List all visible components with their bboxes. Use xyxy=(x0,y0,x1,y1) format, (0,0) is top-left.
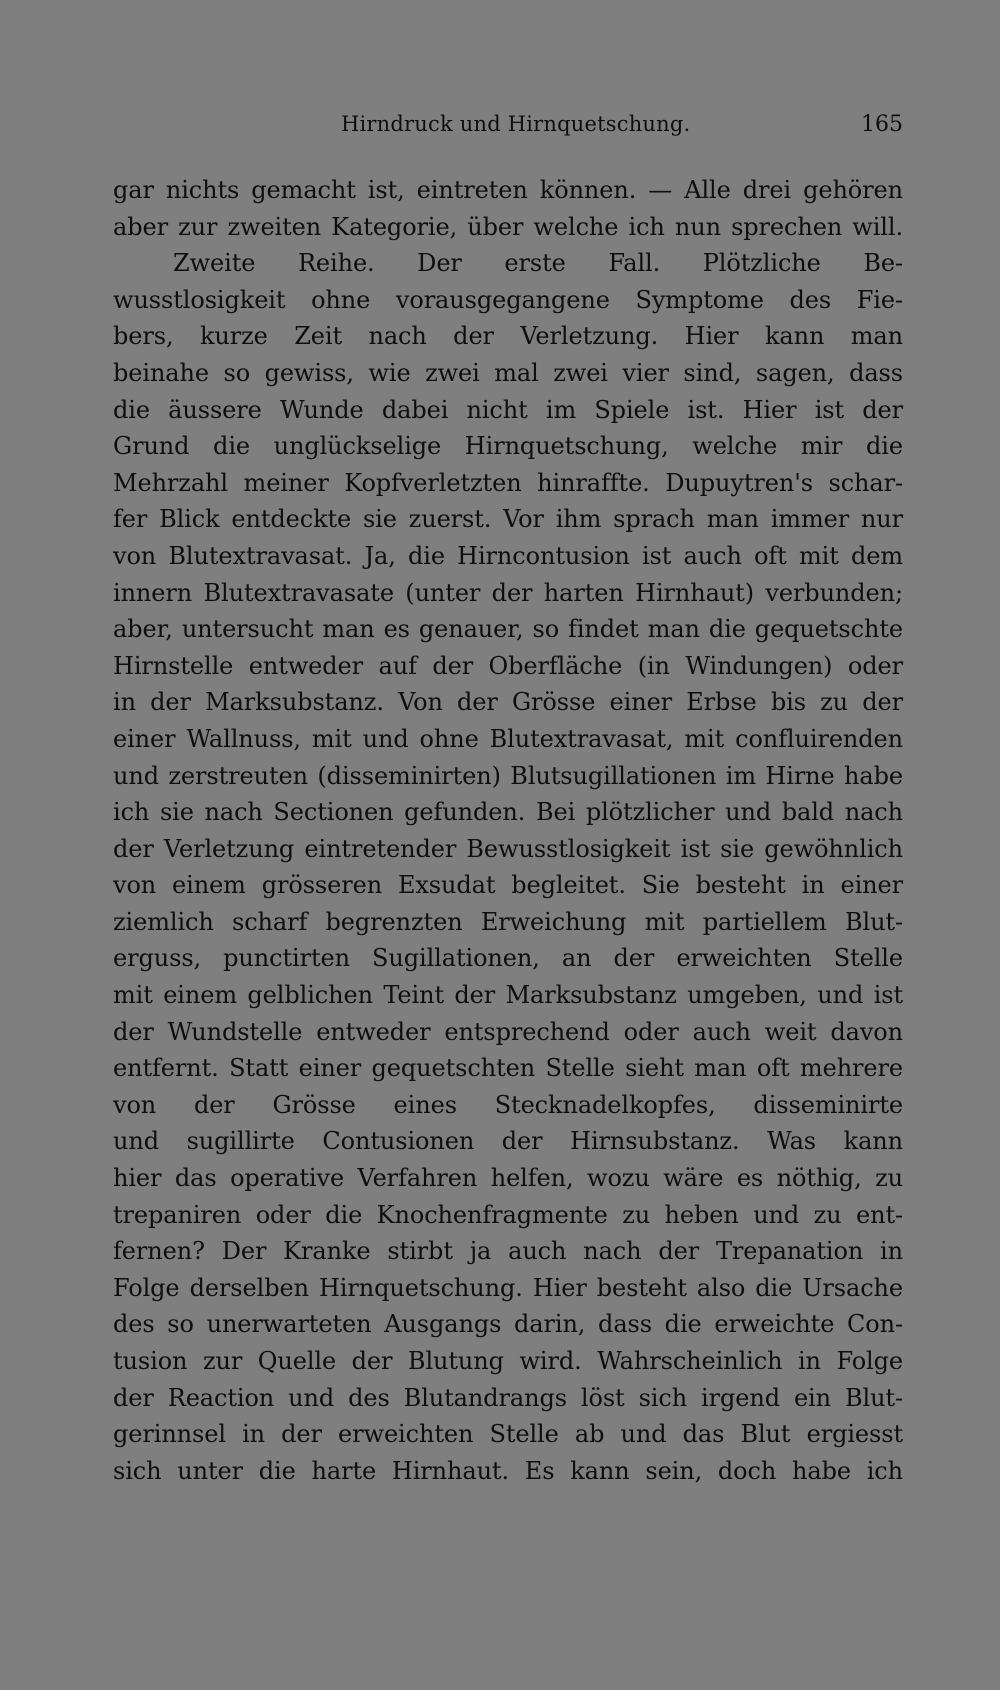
text-line: Grund die unglückselige Hirnquetschung, welche mir die xyxy=(113,432,903,461)
text-line: gerinnsel in der erweichten Stelle ab und das Blut ergiesst xyxy=(113,1420,903,1449)
text-line: Mehrzahl meiner Kopfverletzten hinraffte. Dupuytren's schar- xyxy=(113,468,903,497)
text-line: und sugillirte Contusionen der Hirnsubstanz. Was kann xyxy=(113,1127,903,1156)
text-line: fernen? Der Kranke stirbt ja auch nach der Trepanation in xyxy=(113,1237,903,1266)
text-line: von einem grösseren Exsudat begleitet. Sie besteht in einer xyxy=(113,871,903,900)
text-line: erguss, punctirten Sugillationen, an der erweichten Stelle xyxy=(113,944,903,973)
text-line: bers, kurze Zeit nach der Verletzung. Hier kann man xyxy=(113,322,903,351)
text-line: innern Blutextravasate (unter der harten Hirnhaut) verbunden; xyxy=(113,578,903,607)
text-line: und zerstreuten (disseminirten) Blutsugillationen im Hirne habe xyxy=(113,761,903,790)
text-line: tusion zur Quelle der Blutung wird. Wahrscheinlich in Folge xyxy=(113,1347,903,1375)
page-number: 165 xyxy=(861,112,903,137)
text-line: entfernt. Statt einer gequetschten Stelle sieht man oft mehrere xyxy=(113,1054,903,1083)
text-line: Hirnstelle entweder auf der Oberfläche (in Windungen) oder xyxy=(113,651,903,680)
text-line: der Wundstelle entweder entsprechend oder auch weit davon xyxy=(113,1017,903,1046)
text-line: trepaniren oder die Knochenfragmente zu heben und zu ent- xyxy=(113,1200,903,1229)
text-line: die äussere Wunde dabei nicht im Spiele ist. Hier ist der xyxy=(113,395,903,424)
text-line: einer Wallnuss, mit und ohne Blutextravasat, mit confluirenden xyxy=(113,724,903,753)
text-line: wusstlosigkeit ohne vorausgegangene Symptome des Fie- xyxy=(113,285,903,314)
text-line: der Verletzung eintretender Bewusstlosigkeit ist sie gewöhnlich xyxy=(113,834,903,863)
text-line: des so unerwarteten Ausgangs darin, dass die erweichte Con- xyxy=(113,1310,903,1339)
text-line: der Reaction und des Blutandrangs löst sich irgend ein Blut- xyxy=(113,1383,903,1412)
text-line: aber zur zweiten Kategorie, über welche ich nun sprechen will. xyxy=(113,212,903,241)
text-line: aber, untersucht man es genauer, so findet man die gequetschte xyxy=(113,615,903,644)
text-line: sich unter die harte Hirnhaut. Es kann sein, doch habe ich xyxy=(113,1456,903,1485)
page-header xyxy=(115,112,903,152)
text-line: von der Grösse eines Stecknadelkopfes, disseminirte xyxy=(113,1090,903,1119)
text-line: ich sie nach Sectionen gefunden. Bei plötzlicher und bald nach xyxy=(113,798,903,827)
text-line: beinahe so gewiss, wie zwei mal zwei vier sind, sagen, dass xyxy=(113,358,903,387)
text-line: von Blutextravasat. Ja, die Hirncontusion ist auch oft mit dem xyxy=(113,541,903,570)
running-title: Hirndruck und Hirnquetschung. xyxy=(341,112,691,136)
text-line: hier das operative Verfahren helfen, wozu wäre es nöthig, zu xyxy=(113,1164,903,1193)
text-line: fer Blick entdeckte sie zuerst. Vor ihm sprach man immer nur xyxy=(113,505,903,534)
text-line: ziemlich scharf begrenzten Erweichung mit partiellem Blut- xyxy=(113,907,903,936)
text-line: in der Marksubstanz. Von der Grösse einer Erbse bis zu der xyxy=(113,688,903,717)
body-text xyxy=(113,172,903,1489)
text-line: Zweite Reihe. Der erste Fall. Plötzliche Be- xyxy=(173,249,903,278)
text-line: Folge derselben Hirnquetschung. Hier besteht also die Ursache xyxy=(113,1273,903,1302)
text-line: mit einem gelblichen Teint der Marksubstanz umgeben, und ist xyxy=(113,981,903,1010)
text-line: gar nichts gemacht ist, eintreten können. — Alle drei gehören xyxy=(113,176,903,204)
